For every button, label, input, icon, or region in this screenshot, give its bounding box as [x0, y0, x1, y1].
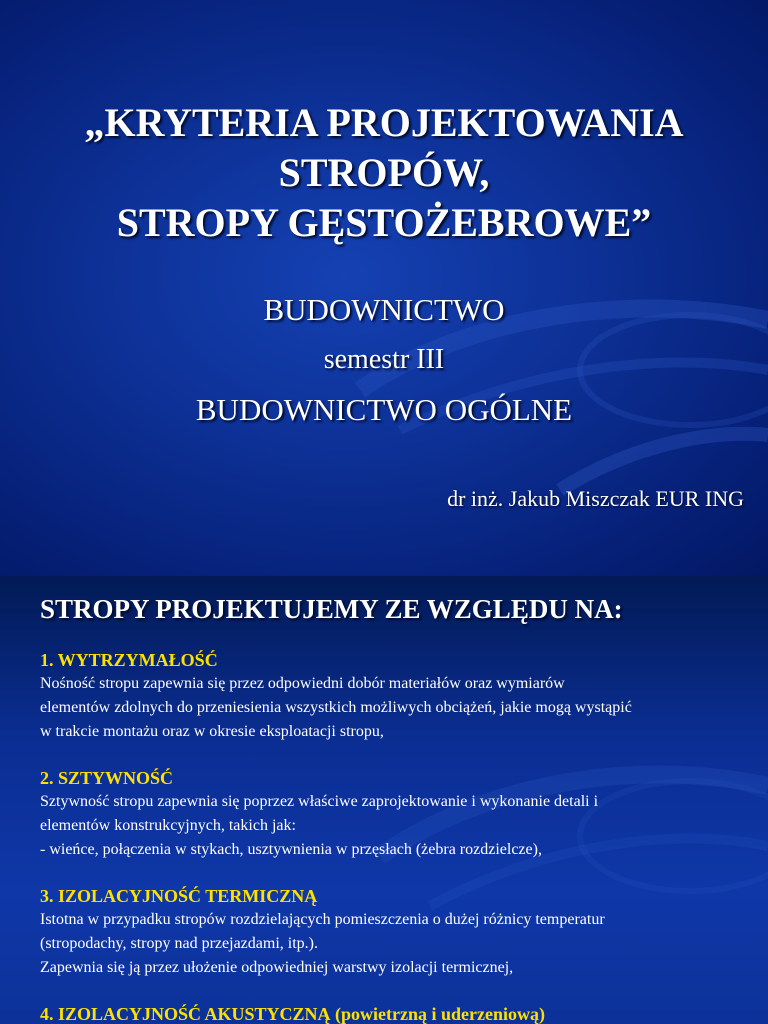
criterion-text: Sztywność stropu zapewnia się poprzez właściwe zaprojektowanie i wykonanie detali i [40, 793, 599, 810]
criterion-text: elementów zdolnych do przeniesienia wszystkich możliwych obciążeń, jakie mogą wystąpić [40, 699, 632, 716]
title-line-3: STROPY GĘSTOŻEBROWE” [116, 200, 652, 245]
criterion-title: 3. IZOLACYJNOŚĆ TERMICZNĄ [40, 886, 318, 906]
criterion-title: 4. IZOLACYJNOŚĆ AKUSTYCZNĄ (powietrzną i uderzeniową) [40, 1004, 546, 1024]
slide-title-text [0, 98, 768, 248]
slide-criteria [0, 576, 768, 1024]
subtitle-semester: semestr III [323, 344, 445, 375]
criterion-text: - wieńce, połączenia w stykach, usztywnienia w przęsłach (żebra rozdzielcze), [40, 841, 542, 858]
criterion-text: Zapewnia się ją przez ułożenie odpowiedniej warstwy izolacji termicznej, [40, 959, 514, 976]
criterion-title: 1. WYTRZYMAŁOŚĆ [40, 650, 218, 670]
criteria-heading: STROPY PROJEKTUJEMY ZE WZGLĘDU NA: [40, 594, 623, 624]
criterion-text: Nośność stropu zapewnia się przez odpowiedni dobór materiałów oraz wymiarów [40, 675, 565, 692]
criterion-text: Istotna w przypadku stropów rozdzielających pomieszczenia o dużej różnicy temperatur [40, 911, 605, 928]
list-item [40, 1002, 740, 1024]
criterion-text: w trakcie montażu oraz w okresie eksploatacji stropu, [40, 723, 384, 740]
list-item [40, 648, 740, 744]
criteria-list [40, 648, 740, 1024]
subtitle-subject: BUDOWNICTWO OGÓLNE [195, 392, 573, 427]
criterion-text: (stropodachy, stropy nad przejazdami, itp.). [40, 935, 318, 952]
criterion-title: 2. SZTYWNOŚĆ [40, 768, 174, 788]
list-item [40, 766, 740, 862]
title-line-1: „KRYTERIA PROJEKTOWANIA [84, 100, 684, 145]
title-line-2: STROPÓW, [278, 150, 490, 195]
subtitle-course: BUDOWNICTWO [263, 292, 505, 327]
criterion-text: elementów konstrukcyjnych, takich jak: [40, 817, 296, 834]
author-name: dr inż. Jakub Miszczak EUR ING [447, 486, 744, 511]
list-item [40, 884, 740, 980]
